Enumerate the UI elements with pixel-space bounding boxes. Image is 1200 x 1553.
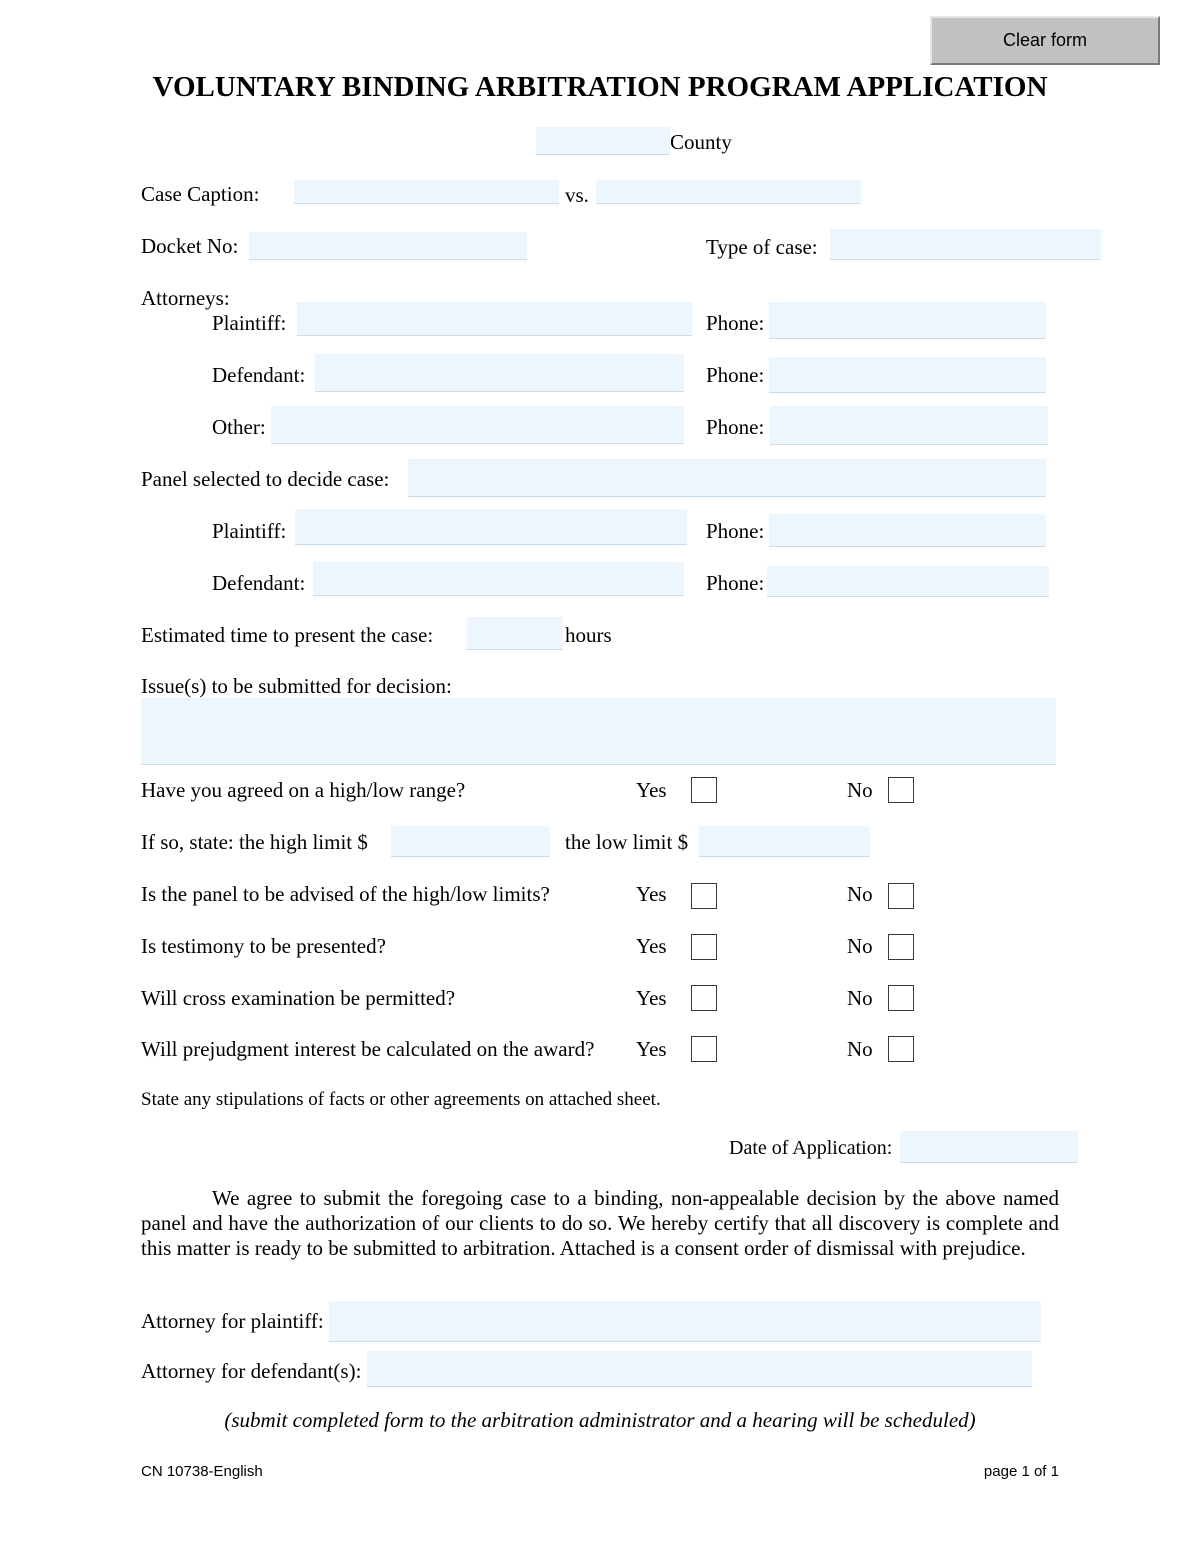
q2-no-label: No xyxy=(847,882,873,906)
panel-defendant-field[interactable] xyxy=(313,562,684,596)
attorney-defendant-label: Defendant: xyxy=(212,363,306,387)
panel-plaintiff-label: Plaintiff: xyxy=(212,519,287,543)
stipulations-note: State any stipulations of facts or other agreements on attached sheet. xyxy=(141,1089,661,1110)
panel-label: Panel selected to decide case: xyxy=(141,467,390,491)
attorney-other-field[interactable] xyxy=(271,406,684,444)
q2-yes-label: Yes xyxy=(636,882,667,906)
panel-defendant-label: Defendant: xyxy=(212,571,306,595)
issues-label: Issue(s) to be submitted for decision: xyxy=(141,674,452,698)
case-caption-label: Case Caption: xyxy=(141,182,260,206)
q1-no-label: No xyxy=(847,778,873,802)
case-caption-defendant-field[interactable] xyxy=(596,180,861,204)
clear-form-button[interactable]: Clear form xyxy=(930,16,1160,65)
q3-no-checkbox[interactable] xyxy=(888,934,914,960)
docket-number-field[interactable] xyxy=(249,232,527,260)
q3-yes-checkbox[interactable] xyxy=(691,934,717,960)
q3-no-label: No xyxy=(847,934,873,958)
question-testimony: Is testimony to be presented? xyxy=(141,934,386,958)
attorney-defendant-phone-label: Phone: xyxy=(706,363,765,387)
attorney-plaintiff-field[interactable] xyxy=(297,302,692,336)
q1-yes-label: Yes xyxy=(636,778,667,802)
panel-plaintiff-field[interactable] xyxy=(295,509,687,545)
hours-label: hours xyxy=(565,623,612,647)
attorney-for-defendant-label: Attorney for defendant(s): xyxy=(141,1359,362,1383)
docket-label: Docket No: xyxy=(141,234,239,258)
estimated-time-label: Estimated time to present the case: xyxy=(141,623,434,647)
low-limit-field[interactable] xyxy=(699,826,870,857)
attorney-for-defendant-field[interactable] xyxy=(367,1351,1032,1387)
q4-no-label: No xyxy=(847,986,873,1010)
q3-yes-label: Yes xyxy=(636,934,667,958)
attorney-other-phone-field[interactable] xyxy=(770,406,1048,445)
question-prejudgment-interest: Will prejudgment interest be calculated on the award? xyxy=(141,1037,595,1061)
vs-label: vs. xyxy=(565,183,589,207)
panel-field[interactable] xyxy=(408,459,1046,497)
q1-yes-checkbox[interactable] xyxy=(691,777,717,803)
q5-yes-label: Yes xyxy=(636,1037,667,1061)
high-limit-field[interactable] xyxy=(391,826,550,857)
attorney-for-plaintiff-field[interactable] xyxy=(329,1301,1041,1342)
attorney-plaintiff-phone-field[interactable] xyxy=(769,302,1046,339)
case-caption-plaintiff-field[interactable] xyxy=(294,180,559,204)
attorney-defendant-phone-field[interactable] xyxy=(769,357,1046,393)
q2-yes-checkbox[interactable] xyxy=(691,883,717,909)
q2-no-checkbox[interactable] xyxy=(888,883,914,909)
panel-plaintiff-phone-field[interactable] xyxy=(769,514,1046,547)
attorney-plaintiff-phone-label: Phone: xyxy=(706,311,765,335)
panel-defendant-phone-label: Phone: xyxy=(706,571,765,595)
attorneys-label: Attorneys: xyxy=(141,286,230,310)
county-field[interactable] xyxy=(536,127,670,155)
q1-no-checkbox[interactable] xyxy=(888,777,914,803)
agreement-paragraph: We agree to submit the foregoing case to a binding, non-appealable decision by the above named panel and have the authorization of our clients to do so. We hereby certify that all discovery is complete and this matter is ready to be submitted to arbitration. Attached is a consent order of dismissal with prejudice. xyxy=(141,1186,1059,1260)
attorney-other-label: Other: xyxy=(212,415,266,439)
type-of-case-field[interactable] xyxy=(830,229,1101,260)
low-limit-label: the low limit $ xyxy=(565,830,689,854)
attorney-plaintiff-label: Plaintiff: xyxy=(212,311,287,335)
county-label: County xyxy=(670,130,732,154)
q5-no-checkbox[interactable] xyxy=(888,1036,914,1062)
form-title: VOLUNTARY BINDING ARBITRATION PROGRAM APPLICATION xyxy=(152,71,1048,103)
form-code: CN 10738-English xyxy=(141,1463,263,1480)
estimated-hours-field[interactable] xyxy=(467,617,563,650)
date-of-application-label: Date of Application: xyxy=(729,1137,893,1159)
q5-yes-checkbox[interactable] xyxy=(691,1036,717,1062)
question-panel-advised: Is the panel to be advised of the high/low limits? xyxy=(141,882,550,906)
submit-instructions: (submit completed form to the arbitration administrator and a hearing will be scheduled) xyxy=(224,1408,976,1432)
q4-no-checkbox[interactable] xyxy=(888,985,914,1011)
question-cross-examination: Will cross examination be permitted? xyxy=(141,986,456,1010)
panel-plaintiff-phone-label: Phone: xyxy=(706,519,765,543)
q5-no-label: No xyxy=(847,1037,873,1061)
q4-yes-label: Yes xyxy=(636,986,667,1010)
q4-yes-checkbox[interactable] xyxy=(691,985,717,1011)
attorney-for-plaintiff-label: Attorney for plaintiff: xyxy=(141,1309,324,1333)
panel-defendant-phone-field[interactable] xyxy=(767,566,1049,597)
question-high-low-range: Have you agreed on a high/low range? xyxy=(141,778,466,802)
page-number: page 1 of 1 xyxy=(983,1463,1059,1480)
attorney-defendant-field[interactable] xyxy=(315,354,684,392)
date-of-application-field[interactable] xyxy=(900,1131,1078,1163)
attorney-other-phone-label: Phone: xyxy=(706,415,765,439)
high-limit-label: If so, state: the high limit $ xyxy=(141,830,368,854)
issues-field[interactable] xyxy=(141,698,1056,765)
type-of-case-label: Type of case: xyxy=(706,235,818,259)
